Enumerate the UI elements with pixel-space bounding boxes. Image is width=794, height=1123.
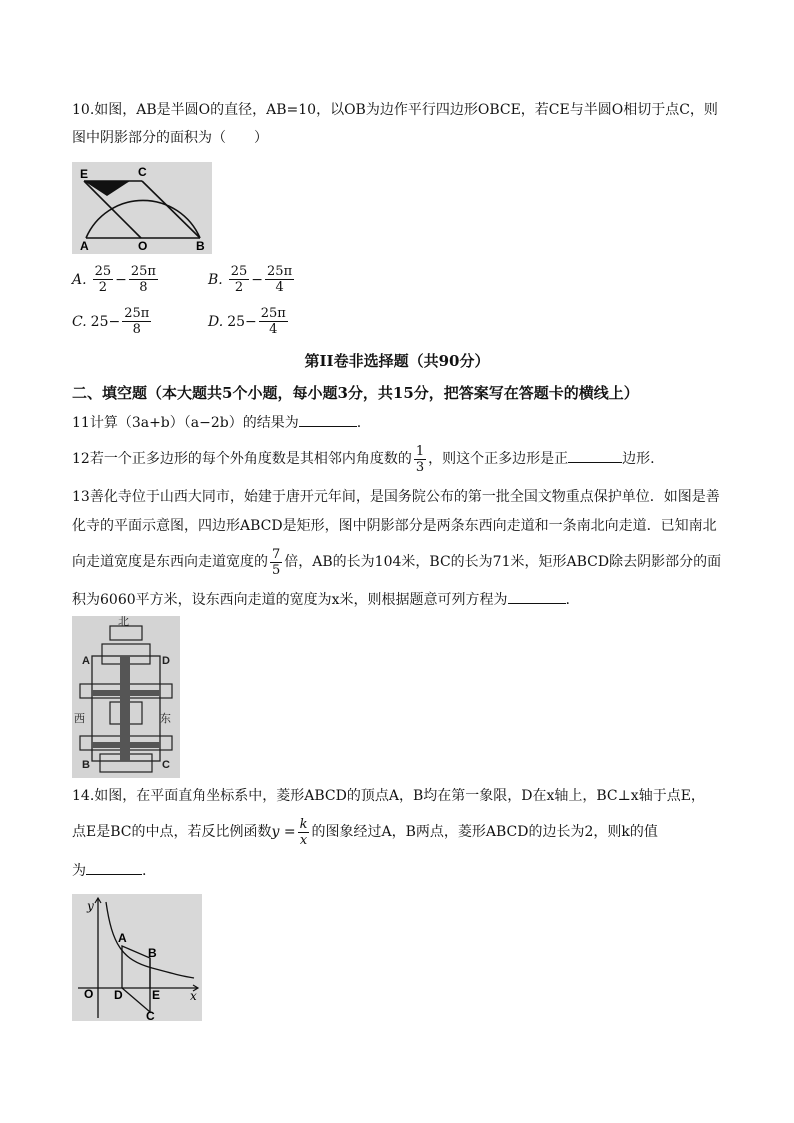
- q14-line2: [72, 815, 658, 849]
- q14-label-a: A: [118, 931, 127, 945]
- q11-answer-blank[interactable]: [299, 412, 357, 427]
- operator: −: [115, 271, 127, 288]
- q14-label-e: E: [152, 988, 161, 1002]
- q14-label-d: D: [114, 988, 123, 1002]
- q13-label-east: 东: [160, 712, 171, 725]
- q11-line: [72, 412, 361, 433]
- fraction: $\frac{25}{2}$: [230, 264, 248, 295]
- q14-label-y: y: [87, 899, 94, 913]
- option-label: B.: [208, 271, 223, 288]
- q14-label-b: B: [148, 946, 157, 960]
- q13-line1: 13善化寺位于山西大同市，始建于唐开元年间，是国务院公布的第一批全国文物重点保护单位．如图是善: [72, 489, 720, 505]
- q13-line3-post: 倍，AB的长为104米，BC的长为71米，矩形ABCD除去阴影部分的面: [284, 554, 722, 570]
- fraction: $\frac{25\pi}{8}$: [124, 306, 150, 337]
- q13-line4-pre: 积为6060平方米，设东西向走道的宽度为x米，则根据题意可列方程为: [72, 592, 508, 608]
- q12-text-mid: ，则这个正多边形是正: [428, 451, 569, 467]
- q14-label-o: O: [84, 987, 94, 1001]
- option-label: A.: [72, 271, 87, 288]
- q10-option-a[interactable]: [72, 264, 160, 295]
- fraction: $\frac{25\pi}{4}$: [267, 264, 293, 295]
- fraction: $\frac{25}{2}$: [94, 264, 112, 295]
- q13-line4: [72, 589, 570, 610]
- q11-end: .: [356, 415, 362, 431]
- option-label: C.: [72, 313, 87, 330]
- q14-fraction: $\frac{k}{x}$: [299, 816, 308, 848]
- q13-label-west: 西: [74, 712, 85, 725]
- q12-answer-blank[interactable]: [568, 448, 622, 463]
- q10-option-d[interactable]: [208, 306, 290, 337]
- q13-line4-post: .: [565, 592, 570, 608]
- q13-temple-plan-figure: [72, 616, 180, 778]
- q13-line2: 化寺的平面示意图，四边形ABCD是矩形，图中阴影部分是两条东西向走道和一条南北向走道．已知南北: [72, 518, 717, 534]
- q14-line3-post: .: [142, 863, 147, 879]
- fraction: $\frac{25\pi}{8}$: [130, 264, 156, 295]
- q12-text-pre: 12若一个正多边形的每个外角度数是其相邻内角度数的: [72, 451, 412, 467]
- operator: −: [108, 313, 121, 330]
- q14-label-c: C: [146, 1009, 155, 1021]
- q13-label-a: A: [82, 655, 90, 667]
- q10-line1: 10.如图，AB是半圆O的直径，AB=10，以OB为边作平行四边形OBCE，若CE与半圆O相切于点C，则: [72, 102, 718, 118]
- q14-line1: 14.如图，在平面直角坐标系中，菱形ABCD的顶点A，B均在第一象限，D在x轴上，BC⊥x轴于点E，: [72, 788, 705, 804]
- option-label: D.: [208, 313, 224, 330]
- q12-line: [72, 442, 655, 476]
- q10-line2: 图中阴影部分的面积为（ ）: [72, 130, 268, 146]
- q14-coordinate-figure: [72, 894, 202, 1021]
- q13-line3-pre: 向走道宽度是东西向走道宽度的: [72, 554, 268, 570]
- q10-label-e: E: [80, 167, 89, 181]
- q13-line3: [72, 545, 721, 579]
- q14-line3: [72, 860, 146, 881]
- q10-label-b: B: [196, 239, 205, 253]
- fraction: $\frac{25\pi}{4}$: [260, 306, 286, 337]
- q13-ew-walkway-bottom: [92, 742, 160, 748]
- q14-line2-post: 的图象经过A，B两点，菱形ABCD的边长为2，则k的值: [311, 824, 658, 840]
- q13-label-north: 北: [118, 616, 129, 628]
- q14-line3-pre: 为: [72, 863, 86, 879]
- q10-label-o: O: [138, 239, 148, 253]
- q10-semicircle-figure: [72, 162, 212, 254]
- q14-label-x: x: [190, 989, 197, 1003]
- option-lead: 25: [227, 313, 246, 330]
- q12-fraction: $\frac{1}{3}$: [415, 443, 425, 475]
- q14-line2-pre: 点E是BC的中点，若反比例函数: [72, 824, 272, 840]
- operator: −: [245, 313, 257, 330]
- q13-label-d: D: [162, 655, 170, 667]
- q10-label-a: A: [80, 239, 89, 253]
- q14-answer-blank[interactable]: [86, 860, 142, 875]
- q13-label-c: C: [162, 759, 170, 771]
- q10-option-b[interactable]: [208, 264, 296, 295]
- q13-answer-blank[interactable]: [508, 589, 566, 604]
- q10-option-c[interactable]: [72, 306, 153, 337]
- option-lead: 25: [90, 313, 109, 330]
- q14-figure-background: [72, 894, 202, 1021]
- part2-title: 二、填空题（本大题共5个小题，每小题3分，共15分，把答案写在答题卡的横线上）: [72, 384, 639, 402]
- q14-function-lhs: y =: [271, 824, 296, 840]
- q11-text: 11计算（3a+b）（a−2b）的结果为: [72, 415, 299, 431]
- q12-text-post: 边形.: [622, 451, 655, 467]
- operator: −: [251, 271, 264, 288]
- section-title: 第II卷非选择题（共90分）: [304, 352, 490, 370]
- q13-ew-walkway-top: [92, 690, 160, 696]
- q13-fraction: $\frac{7}{5}$: [272, 546, 281, 578]
- q10-label-c: C: [138, 165, 147, 179]
- q13-label-b: B: [82, 759, 90, 771]
